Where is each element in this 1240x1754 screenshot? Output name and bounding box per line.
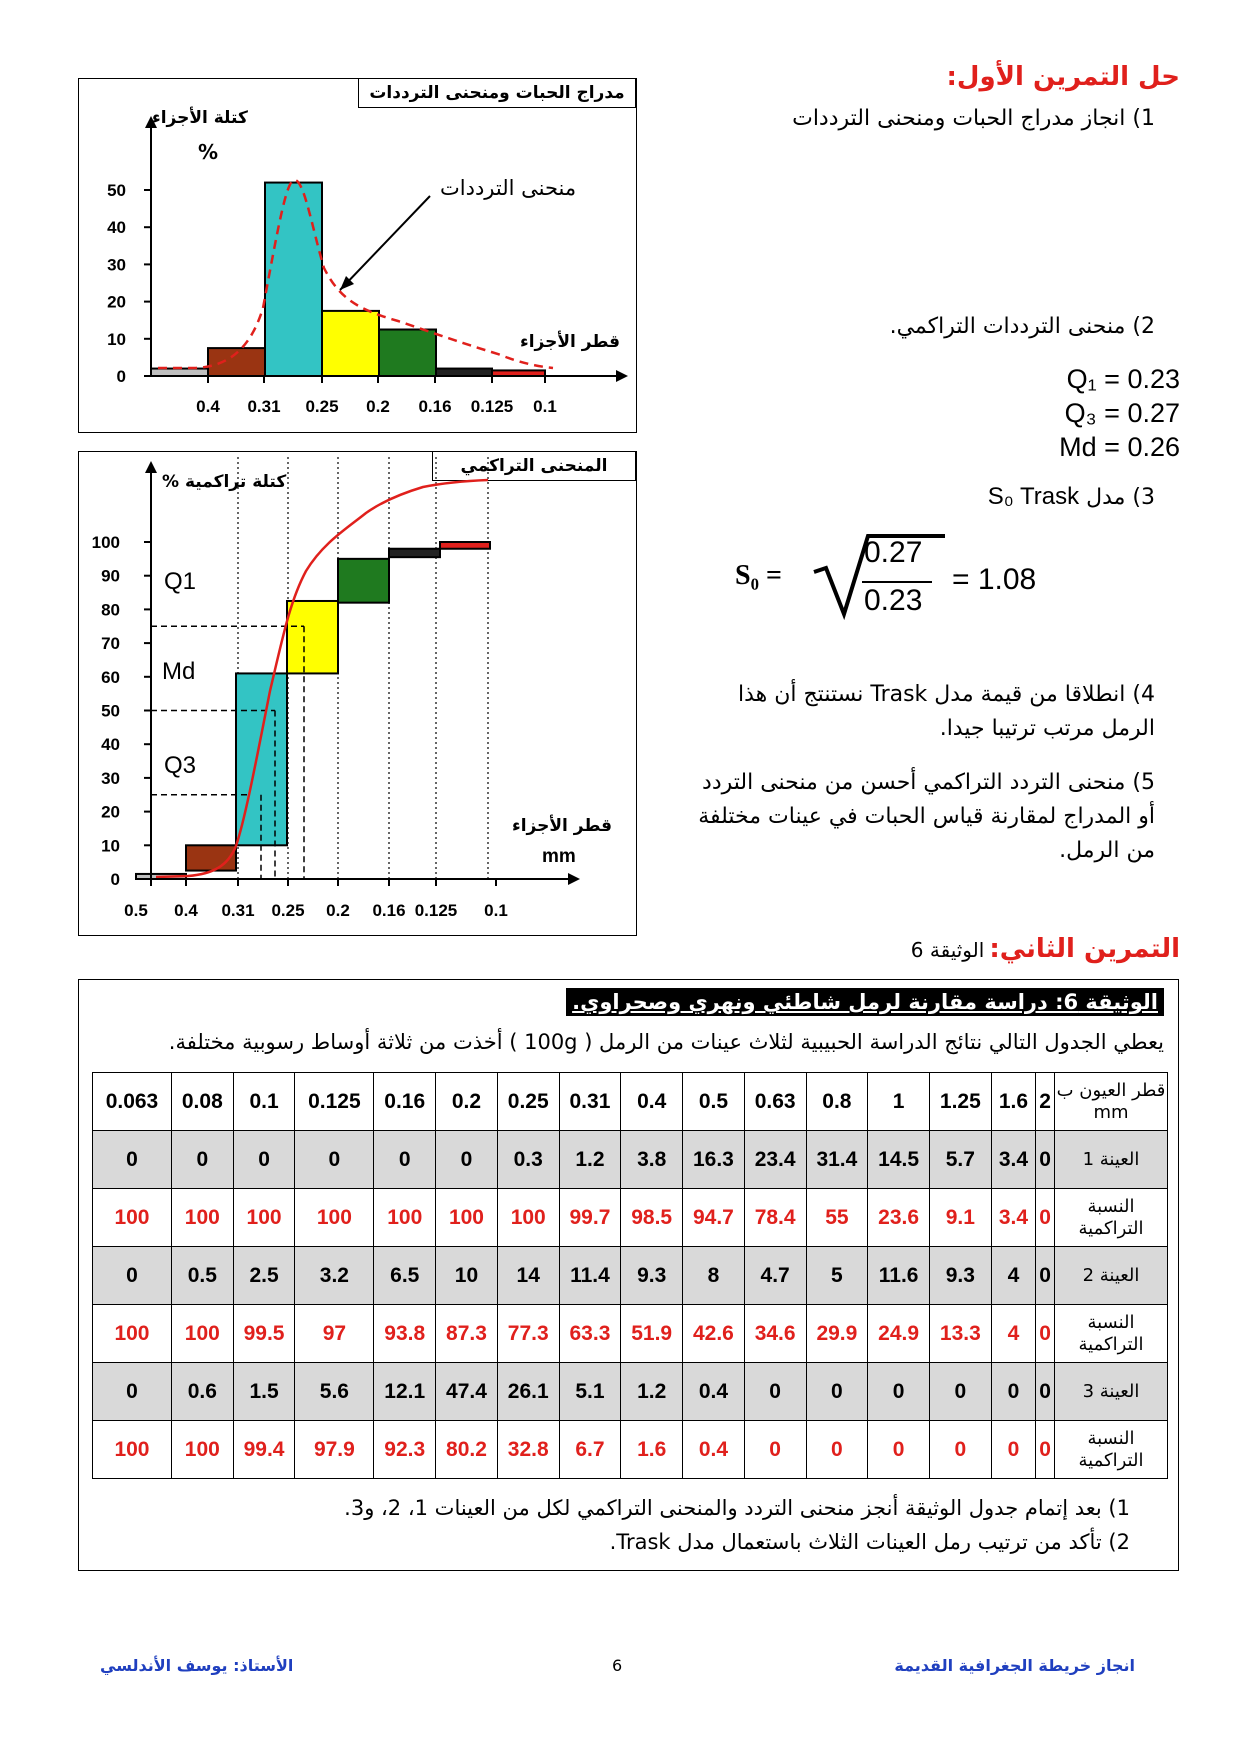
cumulative-bar bbox=[338, 559, 389, 603]
q3-label: 3) مدل bbox=[1086, 485, 1155, 510]
table-cell: 100 bbox=[171, 1189, 233, 1247]
table-cell: 5.6 bbox=[295, 1363, 374, 1421]
document6-title: الوثيقة 6: دراسة مقارنة لرمل شاطئي ونهري وصحراوي. bbox=[566, 988, 1164, 1016]
size-header-cell: 0.125 bbox=[295, 1073, 374, 1131]
table-cell: 14 bbox=[497, 1247, 559, 1305]
histogram-yunit: % bbox=[198, 140, 219, 164]
x-tick-label: 0.31 bbox=[221, 901, 255, 920]
table-cell: 13.3 bbox=[929, 1305, 991, 1363]
table-row bbox=[93, 1247, 1168, 1305]
table-cell: 100 bbox=[497, 1189, 559, 1247]
table-cell: 23.4 bbox=[744, 1131, 806, 1189]
table-row bbox=[93, 1073, 1168, 1131]
histogram-caption: مدراج الحبات ومنحنى الترددات bbox=[358, 78, 636, 108]
table-row bbox=[93, 1131, 1168, 1189]
ex1-question-4: 4) انطلاقا من قيمة مدل Trask نستنتج أن هذا الرمل مرتب ترتيبا جيدا. bbox=[737, 682, 1155, 741]
s0-left: S₀ = bbox=[735, 560, 782, 591]
table-cell: 0 bbox=[93, 1363, 172, 1421]
table-cell: 3.4 bbox=[991, 1131, 1036, 1189]
table-cell: 99.5 bbox=[233, 1305, 295, 1363]
row-label: قطر العيون ب mm bbox=[1055, 1073, 1168, 1131]
y-tick-label: 10 bbox=[107, 329, 126, 349]
table-cell: 0.3 bbox=[497, 1131, 559, 1189]
table-cell: 0.4 bbox=[683, 1363, 745, 1421]
histogram-chart bbox=[78, 78, 637, 433]
table-row bbox=[93, 1363, 1168, 1421]
table-cell: 34.6 bbox=[744, 1305, 806, 1363]
ex1-question-5: 5) منحنى التردد التراكمي أحسن من منحنى التردد أو المدراج لمقارنة قياس الحبات في عينات مختلفة من الرمل. bbox=[698, 770, 1155, 863]
table-cell: 5.1 bbox=[559, 1363, 621, 1421]
table-cell: 42.6 bbox=[683, 1305, 745, 1363]
histogram-bar bbox=[151, 369, 208, 376]
table-cell: 1.6 bbox=[621, 1421, 683, 1479]
exercise2-heading bbox=[911, 934, 1180, 964]
ex2-question-2: 2) تأكد من ترتيب رمل العينات الثلاث باستعمال مدل Trask. bbox=[609, 1530, 1130, 1554]
table-cell: 0 bbox=[1036, 1305, 1055, 1363]
table-cell: 93.8 bbox=[374, 1305, 436, 1363]
s0-numerator: 0.27 bbox=[864, 536, 923, 569]
table-cell: 10 bbox=[436, 1247, 498, 1305]
table-cell: 0 bbox=[295, 1131, 374, 1189]
table-cell: 3.4 bbox=[991, 1189, 1036, 1247]
size-header-cell: 0.08 bbox=[171, 1073, 233, 1131]
y-tick-label: 80 bbox=[101, 600, 120, 620]
table-cell: 0.5 bbox=[171, 1247, 233, 1305]
table-cell: 8 bbox=[683, 1247, 745, 1305]
table-cell: 23.6 bbox=[868, 1189, 930, 1247]
table-cell: 99.4 bbox=[233, 1421, 295, 1479]
table-cell: 26.1 bbox=[497, 1363, 559, 1421]
cumulative-bar bbox=[440, 542, 490, 549]
table-cell: 4.7 bbox=[744, 1247, 806, 1305]
table-cell: 9.3 bbox=[929, 1247, 991, 1305]
size-header-cell: 0.063 bbox=[93, 1073, 172, 1131]
table-cell: 2.5 bbox=[233, 1247, 295, 1305]
size-header-cell: 0.25 bbox=[497, 1073, 559, 1131]
q1-value: Q₁ = 0.23 bbox=[1066, 364, 1180, 394]
table-cell: 100 bbox=[295, 1189, 374, 1247]
cumulative-bar bbox=[389, 549, 440, 557]
table-cell: 0.4 bbox=[683, 1421, 745, 1479]
table-cell: 94.7 bbox=[683, 1189, 745, 1247]
exercise2-doc-ref: الوثيقة 6 bbox=[910, 938, 985, 962]
table-cell: 5.7 bbox=[929, 1131, 991, 1189]
table-cell: 0 bbox=[93, 1247, 172, 1305]
table-cell: 0 bbox=[233, 1131, 295, 1189]
table-cell: 100 bbox=[171, 1305, 233, 1363]
fraction-bar bbox=[862, 581, 932, 583]
table-cell: 3.8 bbox=[621, 1131, 683, 1189]
page-number: 6 bbox=[612, 1656, 623, 1675]
y-tick-label: 50 bbox=[101, 701, 120, 721]
ex1-question-2: 2) منحنى الترددات التراكمي. bbox=[889, 314, 1155, 339]
table-cell: 0 bbox=[1036, 1247, 1055, 1305]
table-cell: 14.5 bbox=[868, 1131, 930, 1189]
table-cell: 6.5 bbox=[374, 1247, 436, 1305]
table-cell: 11.6 bbox=[868, 1247, 930, 1305]
exercise2-title: التمرين الثاني: bbox=[989, 934, 1180, 964]
table-row bbox=[93, 1421, 1168, 1479]
x-tick-label: 0.16 bbox=[418, 397, 452, 416]
table-cell: 100 bbox=[374, 1189, 436, 1247]
x-tick-label: 0.125 bbox=[414, 901, 458, 920]
ex2-question-1: 1) بعد إتمام جدول الوثيقة أنجز منحنى التردد والمنحنى التراكمي لكل من العينات 1، 2، و3. bbox=[344, 1496, 1130, 1520]
row-label: العينة 2 bbox=[1055, 1247, 1168, 1305]
table-cell: 78.4 bbox=[744, 1189, 806, 1247]
table-cell: 47.4 bbox=[436, 1363, 498, 1421]
row-label: العينة 1 bbox=[1055, 1131, 1168, 1189]
table-cell: 1.2 bbox=[621, 1363, 683, 1421]
table-row bbox=[93, 1189, 1168, 1247]
size-header-cell: 1.6 bbox=[991, 1073, 1036, 1131]
table-cell: 4 bbox=[991, 1305, 1036, 1363]
row-label: النسبة التراكمية bbox=[1055, 1189, 1168, 1247]
cumulative-xunit: mm bbox=[542, 846, 576, 867]
cumulative-xlabel: قطر الأجزاء bbox=[512, 816, 613, 836]
table-cell: 0 bbox=[374, 1131, 436, 1189]
table-cell: 0 bbox=[806, 1421, 868, 1479]
table-cell: 4 bbox=[991, 1247, 1036, 1305]
y-tick-label: 60 bbox=[101, 667, 120, 687]
table-cell: 0 bbox=[93, 1131, 172, 1189]
table-cell: 51.9 bbox=[621, 1305, 683, 1363]
table-cell: 3.2 bbox=[295, 1247, 374, 1305]
table-cell: 0 bbox=[929, 1363, 991, 1421]
histogram-ylabel: كتلة الأجزاء bbox=[152, 108, 248, 128]
histogram-bar bbox=[265, 183, 322, 376]
footer-title: انجاز خريطة الجغرافية القديمة bbox=[894, 1656, 1135, 1675]
table-cell: 92.3 bbox=[374, 1421, 436, 1479]
table-cell: 98.5 bbox=[621, 1189, 683, 1247]
table-cell: 9.1 bbox=[929, 1189, 991, 1247]
y-tick-label: 0 bbox=[110, 870, 120, 889]
table-cell: 12.1 bbox=[374, 1363, 436, 1421]
table-cell: 0 bbox=[991, 1421, 1036, 1479]
table-cell: 80.2 bbox=[436, 1421, 498, 1479]
table-cell: 6.7 bbox=[559, 1421, 621, 1479]
table-row bbox=[93, 1305, 1168, 1363]
row-label: النسبة التراكمية bbox=[1055, 1305, 1168, 1363]
cumulative-ylabel: كتلة تراكمية % bbox=[162, 472, 287, 492]
y-tick-label: 20 bbox=[101, 802, 120, 822]
cumulative-caption: المنحنى التراكمي bbox=[432, 451, 636, 481]
x-tick-label: 0.2 bbox=[366, 397, 390, 416]
table-cell: 97.9 bbox=[295, 1421, 374, 1479]
table-cell: 100 bbox=[93, 1305, 172, 1363]
table-cell: 87.3 bbox=[436, 1305, 498, 1363]
y-tick-label: 100 bbox=[91, 533, 120, 552]
cumulative-curve bbox=[156, 480, 488, 877]
table-cell: 0 bbox=[991, 1363, 1036, 1421]
table-cell: 0 bbox=[1036, 1189, 1055, 1247]
trask-symbol: S₀ Trask bbox=[987, 483, 1080, 510]
table-cell: 5 bbox=[806, 1247, 868, 1305]
table-cell: 0 bbox=[1036, 1421, 1055, 1479]
histogram-bar bbox=[379, 330, 436, 377]
size-header-cell: 0.63 bbox=[744, 1073, 806, 1131]
x-tick-label: 0.31 bbox=[247, 397, 281, 416]
table-cell: 97 bbox=[295, 1305, 374, 1363]
histogram-bar bbox=[436, 369, 492, 376]
q3-mark: Q3 bbox=[164, 752, 197, 779]
x-tick-label: 0.5 bbox=[124, 901, 148, 920]
table-cell: 100 bbox=[436, 1189, 498, 1247]
y-tick-label: 30 bbox=[107, 255, 126, 275]
y-tick-label: 40 bbox=[101, 735, 120, 755]
size-header-cell: 0.4 bbox=[621, 1073, 683, 1131]
y-tick-label: 0 bbox=[116, 367, 126, 386]
table-cell: 0 bbox=[744, 1421, 806, 1479]
curve-label: منحنى الترددات bbox=[440, 176, 577, 200]
table-cell: 77.3 bbox=[497, 1305, 559, 1363]
document6-intro: يعطي الجدول التالي نتائج الدراسة الحبيبية لثلاث عينات من الرمل ( 100g ) أخذت من ثلاثة أوساط رسوبية مختلفة. bbox=[168, 1030, 1164, 1054]
table-cell: 24.9 bbox=[868, 1305, 930, 1363]
table-cell: 0 bbox=[806, 1363, 868, 1421]
s0-denominator: 0.23 bbox=[864, 584, 923, 617]
x-tick-label: 0.4 bbox=[174, 901, 198, 920]
table-cell: 0 bbox=[1036, 1363, 1055, 1421]
size-header-cell: 0.5 bbox=[683, 1073, 745, 1131]
size-header-cell: 2 bbox=[1036, 1073, 1055, 1131]
ex1-question-1: 1) انجاز مدراج الحبات ومنحنى الترددات bbox=[792, 106, 1155, 131]
x-tick-label: 0.25 bbox=[305, 397, 339, 416]
size-header-cell: 0.8 bbox=[806, 1073, 868, 1131]
exercise1-title: حل التمرين الأول: bbox=[946, 62, 1180, 92]
curve-pointer-arrow bbox=[340, 196, 430, 290]
row-label: العينة 3 bbox=[1055, 1363, 1168, 1421]
table-cell: 31.4 bbox=[806, 1131, 868, 1189]
q1-mark: Q1 bbox=[164, 568, 197, 595]
table-cell: 99.7 bbox=[559, 1189, 621, 1247]
x-tick-label: 0.2 bbox=[326, 901, 350, 920]
y-tick-label: 50 bbox=[107, 181, 126, 200]
cumulative-bar bbox=[287, 601, 338, 673]
histogram-xlabel: قطر الأجزاء bbox=[520, 332, 621, 352]
table-cell: 0 bbox=[929, 1421, 991, 1479]
table-cell: 0.6 bbox=[171, 1363, 233, 1421]
table-cell: 100 bbox=[233, 1189, 295, 1247]
y-tick-label: 30 bbox=[101, 768, 120, 788]
ex1-question-3 bbox=[988, 480, 1155, 515]
x-tick-label: 0.125 bbox=[470, 397, 514, 416]
granulometry-table bbox=[92, 1072, 1168, 1479]
table-cell: 0 bbox=[868, 1421, 930, 1479]
table-cell: 0 bbox=[436, 1131, 498, 1189]
md-mark: Md bbox=[162, 658, 196, 685]
table-cell: 100 bbox=[93, 1421, 172, 1479]
table-cell: 32.8 bbox=[497, 1421, 559, 1479]
y-tick-label: 90 bbox=[101, 566, 120, 586]
x-tick-label: 0.4 bbox=[196, 397, 220, 416]
size-header-cell: 1 bbox=[868, 1073, 930, 1131]
md-value: Md = 0.26 bbox=[1059, 432, 1180, 462]
row-label: النسبة التراكمية bbox=[1055, 1421, 1168, 1479]
q3-value: Q₃ = 0.27 bbox=[1064, 398, 1180, 428]
size-header-cell: 1.25 bbox=[929, 1073, 991, 1131]
table-cell: 11.4 bbox=[559, 1247, 621, 1305]
x-tick-label: 0.1 bbox=[484, 901, 508, 920]
y-tick-label: 10 bbox=[101, 836, 120, 856]
s0-result: = 1.08 bbox=[952, 563, 1037, 596]
footer-author: الأستاذ: يوسف الأندلسي bbox=[100, 1656, 294, 1675]
table-cell: 100 bbox=[93, 1189, 172, 1247]
y-tick-label: 40 bbox=[107, 218, 126, 238]
table-cell: 100 bbox=[171, 1421, 233, 1479]
size-header-cell: 0.31 bbox=[559, 1073, 621, 1131]
table-cell: 0 bbox=[171, 1131, 233, 1189]
size-header-cell: 0.1 bbox=[233, 1073, 295, 1131]
y-tick-label: 20 bbox=[107, 292, 126, 312]
histogram-bar bbox=[322, 311, 379, 376]
size-header-cell: 0.16 bbox=[374, 1073, 436, 1131]
table-cell: 29.9 bbox=[806, 1305, 868, 1363]
table-cell: 0 bbox=[1036, 1131, 1055, 1189]
x-tick-label: 0.16 bbox=[372, 901, 406, 920]
table-cell: 1.2 bbox=[559, 1131, 621, 1189]
x-tick-label: 0.1 bbox=[533, 397, 557, 416]
y-tick-label: 70 bbox=[101, 634, 120, 654]
size-header-cell: 0.2 bbox=[436, 1073, 498, 1131]
table-cell: 55 bbox=[806, 1189, 868, 1247]
table-cell: 16.3 bbox=[683, 1131, 745, 1189]
x-tick-label: 0.25 bbox=[271, 901, 305, 920]
table-cell: 0 bbox=[868, 1363, 930, 1421]
table-cell: 1.5 bbox=[233, 1363, 295, 1421]
table-cell: 9.3 bbox=[621, 1247, 683, 1305]
table-cell: 0 bbox=[744, 1363, 806, 1421]
table-cell: 63.3 bbox=[559, 1305, 621, 1363]
